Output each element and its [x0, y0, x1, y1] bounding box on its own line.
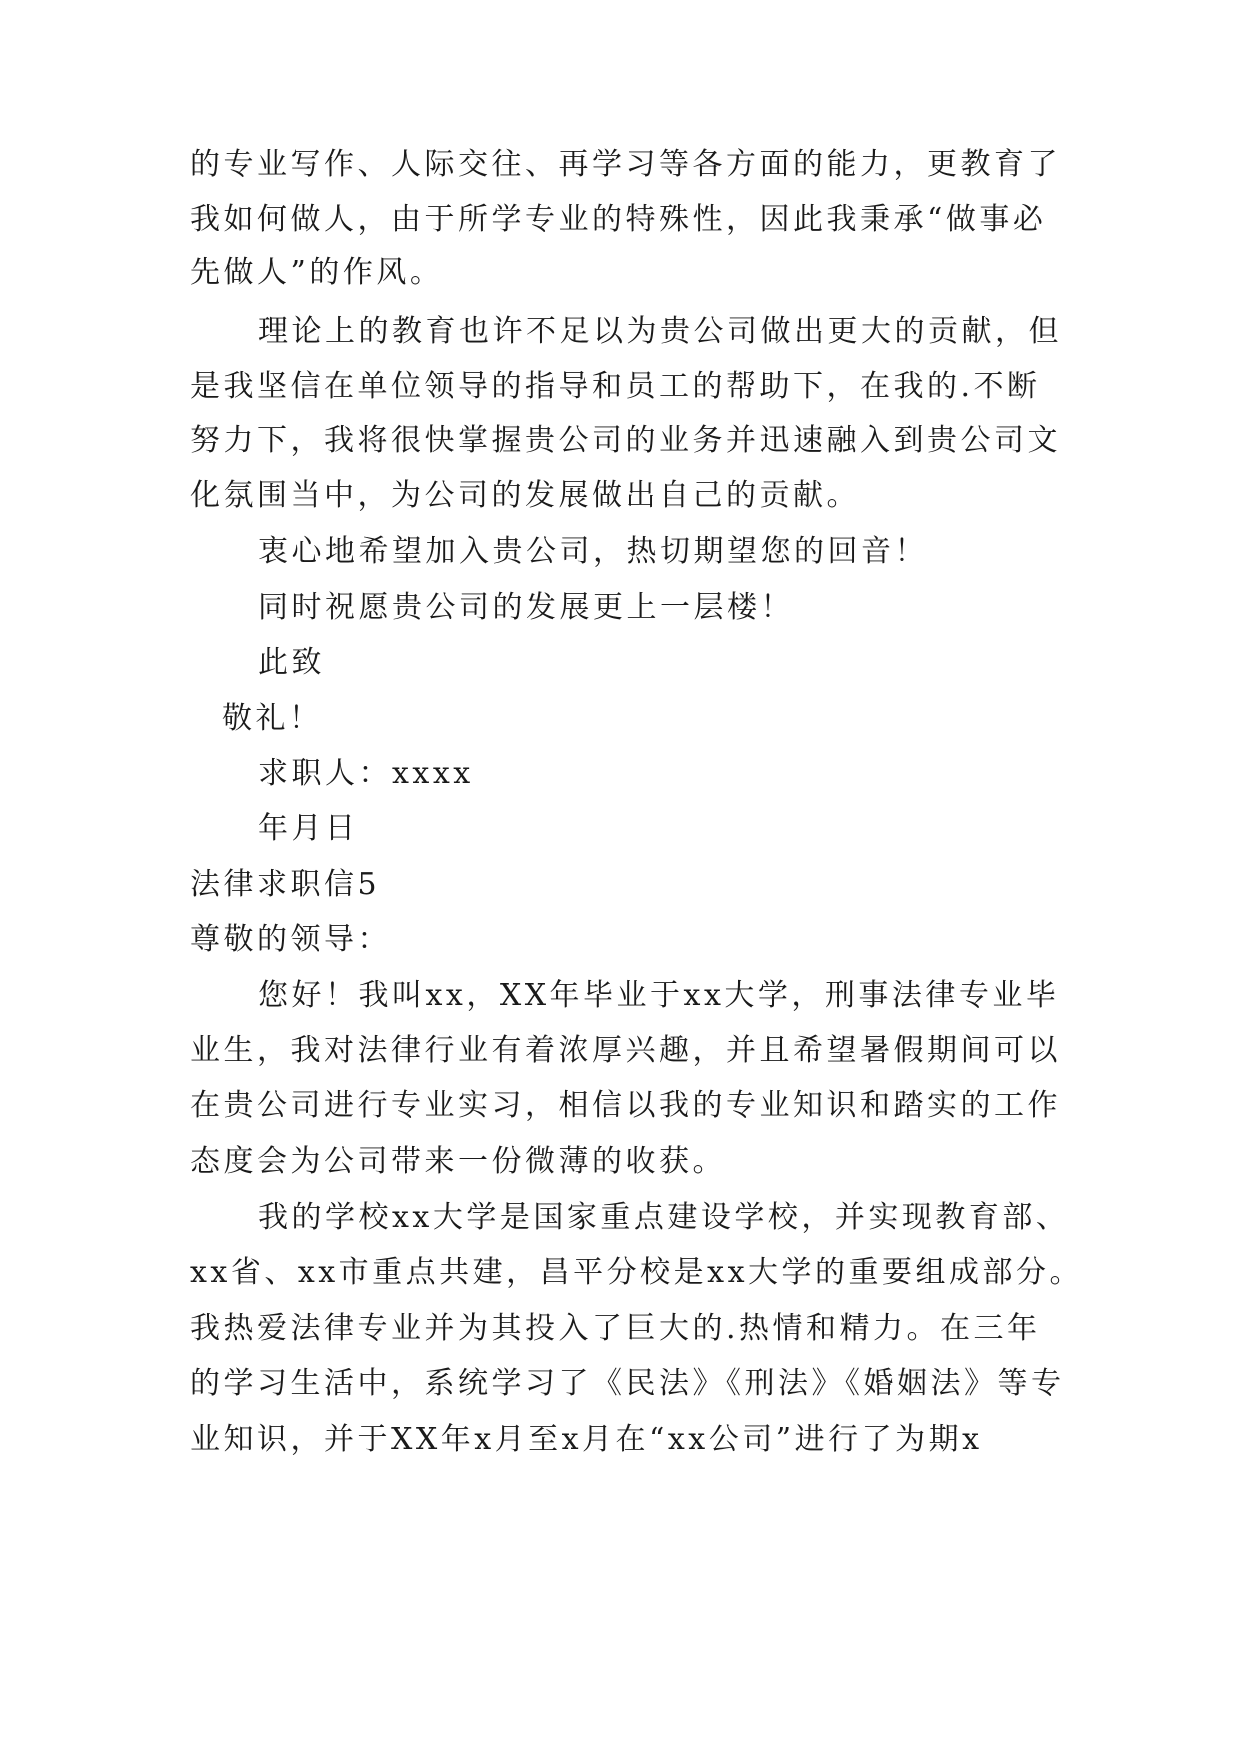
- text-line: 先做人”的作风。: [190, 255, 444, 290]
- text-line: 业知识，并于XX年x月至x月在“xx公司”进行了为期x: [190, 1422, 983, 1457]
- text-line: 化氛围当中，为公司的发展做出自己的贡献。: [190, 478, 860, 513]
- text-line: 我的学校xx大学是国家重点建设学校，并实现教育部、: [258, 1200, 1070, 1235]
- text-line: 努力下，我将很快掌握贵公司的业务并迅速融入到贵公司文: [190, 423, 1061, 458]
- text-line: 态度会为公司带来一份微薄的收获。: [190, 1144, 726, 1179]
- text-line: 业生，我对法律行业有着浓厚兴趣，并且希望暑假期间可以: [190, 1033, 1061, 1068]
- text-line: 我如何做人，由于所学专业的特殊性，因此我秉承“做事必: [190, 202, 1047, 237]
- text-line: 年月日: [258, 811, 359, 846]
- text-line: 您好！我叫xx，XX年毕业于xx大学，刑事法律专业毕: [258, 978, 1060, 1013]
- text-line: 敬礼！: [222, 701, 323, 736]
- text-line: 求职人：xxxx: [258, 756, 474, 791]
- text-line: 此致: [258, 645, 325, 680]
- text-line: 在贵公司进行专业实习，相信以我的专业知识和踏实的工作: [190, 1088, 1061, 1123]
- text-line: 是我坚信在单位领导的指导和员工的帮助下，在我的.不断: [190, 369, 1041, 404]
- text-line: 衷心地希望加入贵公司，热切期望您的回音！: [258, 534, 928, 569]
- text-line: 同时祝愿贵公司的发展更上一层楼！: [258, 590, 794, 625]
- section-heading: 法律求职信5: [190, 867, 381, 902]
- salutation: 尊敬的领导：: [190, 922, 391, 957]
- text-line: 的专业写作、人际交往、再学习等各方面的能力，更教育了: [190, 147, 1061, 182]
- text-line: 我热爱法律专业并为其投入了巨大的.热情和精力。在三年: [190, 1311, 1041, 1346]
- text-line: 理论上的教育也许不足以为贵公司做出更大的贡献，但: [258, 314, 1062, 349]
- text-line: 的学习生活中，系统学习了《民法》《刑法》《婚姻法》等专: [190, 1366, 1065, 1401]
- text-line: xx省、xx市重点共建，昌平分校是xx大学的重要组成部分。: [190, 1255, 1084, 1290]
